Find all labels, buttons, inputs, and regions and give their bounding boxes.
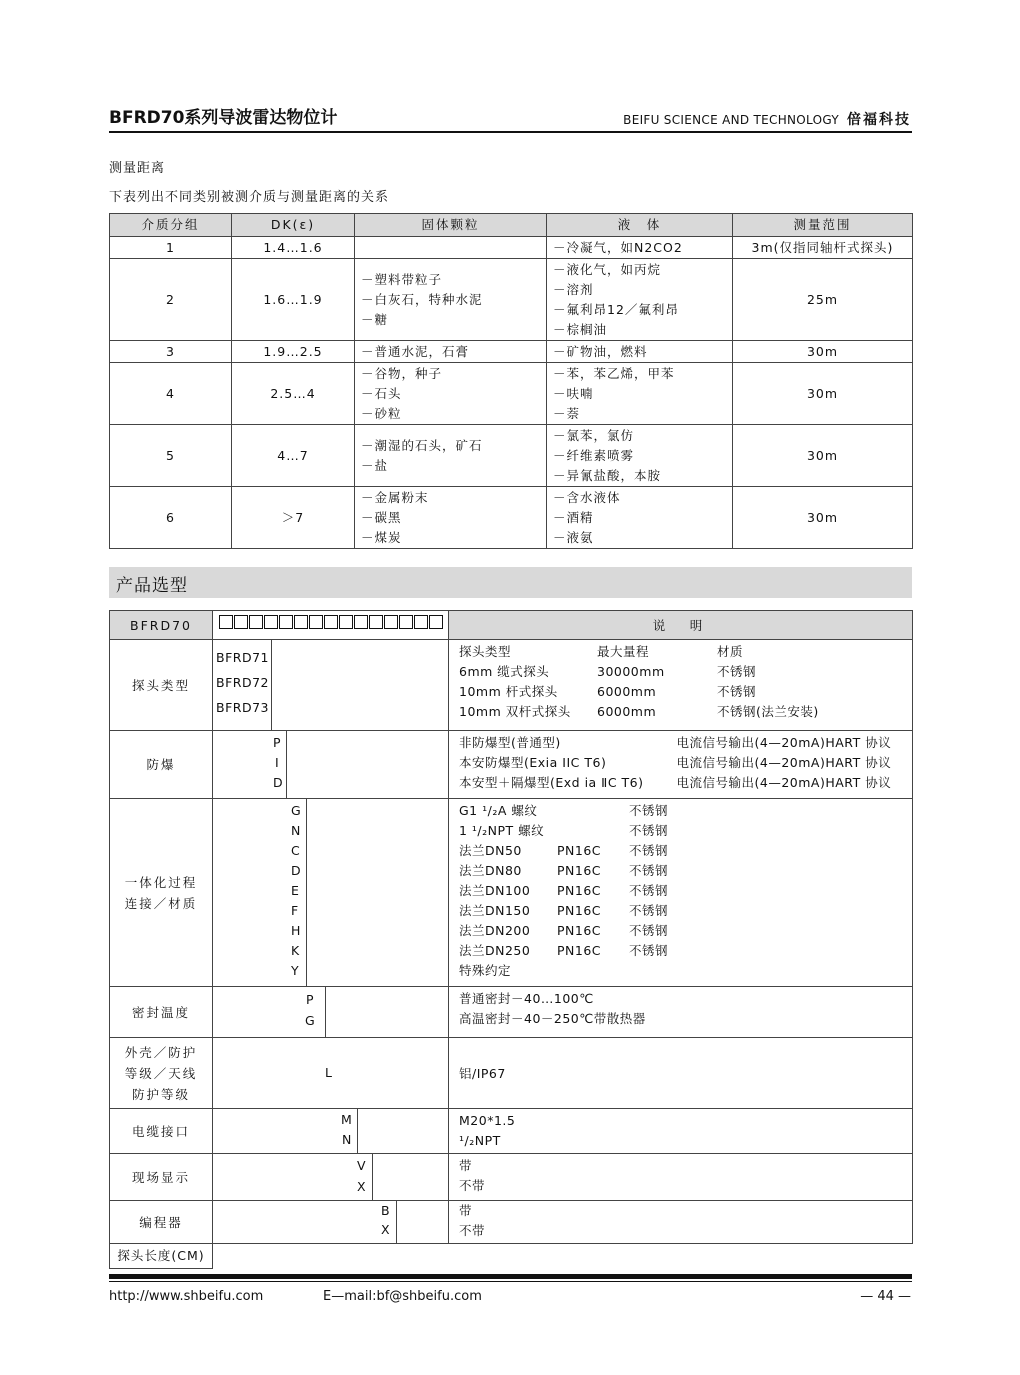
desc-cell: 6000mm xyxy=(597,684,657,699)
housing-label-line1: 外壳／防护 xyxy=(124,1044,198,1060)
code-box xyxy=(384,615,398,629)
seal-temperature-desc xyxy=(449,987,912,1031)
footer-rule-thin xyxy=(109,1281,912,1282)
cell-range: 30m xyxy=(733,341,913,363)
desc-cell xyxy=(557,961,629,981)
desc-row xyxy=(459,989,902,1009)
desc-cell: 带 xyxy=(459,1158,473,1173)
solid-item: －砂粒 xyxy=(361,405,402,421)
desc-cell: 本安型＋隔爆型(Exd ia ⅡC T6) xyxy=(459,775,644,790)
desc-cell: 法兰DN200 xyxy=(459,923,531,938)
distance-row xyxy=(110,237,913,259)
desc-cell: 不锈钢 xyxy=(629,903,669,918)
process-label-line2: 连接／材质 xyxy=(124,895,198,911)
liquid-item: －纤维素喷雾 xyxy=(553,447,635,463)
probe-type-row xyxy=(110,640,913,731)
housing-label-line2: 等级／天线 xyxy=(124,1065,198,1081)
model-code: BFRD70 xyxy=(110,611,213,640)
code-boxes xyxy=(213,611,449,640)
header-dk: DK(ε) xyxy=(232,214,355,237)
cell-dk: 1.6…1.9 xyxy=(232,259,355,341)
cell-liquid xyxy=(547,237,733,259)
desc-cell: PN16C xyxy=(557,843,602,858)
cell-group: 2 xyxy=(110,259,232,341)
housing-desc: 铝/IP67 xyxy=(459,1066,506,1081)
desc-row xyxy=(459,941,902,961)
desc-cell: 10mm 双杆式探头 xyxy=(459,704,571,719)
email-link[interactable]: E—mail:bf@shbeifu.com xyxy=(323,1289,482,1304)
desc-cell: G1 ¹/₂A 螺纹 xyxy=(459,803,538,818)
process-label-line1: 一体化过程 xyxy=(124,874,198,890)
desc-row xyxy=(459,1111,902,1131)
solid-item: －石头 xyxy=(361,385,402,401)
cell-solid xyxy=(355,259,547,341)
selection-header-row xyxy=(110,611,913,640)
display-row xyxy=(110,1154,913,1201)
process-connection-desc xyxy=(449,799,912,983)
liquid-item: －萘 xyxy=(553,405,581,421)
desc-cell: PN16C xyxy=(557,923,602,938)
distance-table-header xyxy=(110,214,913,237)
selection-table xyxy=(109,610,913,1269)
desc-cell: 法兰DN250 xyxy=(459,943,531,958)
desc-cell: 不锈钢(法兰安装) xyxy=(717,704,819,719)
desc-row xyxy=(459,1201,902,1221)
company-name-cn: 倍福科技 xyxy=(847,112,911,128)
liquid-item: －酒精 xyxy=(553,509,594,525)
housing-label-line3: 防护等级 xyxy=(131,1086,190,1102)
process-connection-label xyxy=(110,799,213,987)
solid-item: －谷物，种子 xyxy=(361,365,443,381)
seal-code-1: P xyxy=(306,992,315,1007)
desc-row xyxy=(459,801,902,821)
desc-cell: 不锈钢 xyxy=(717,664,757,679)
probe-code-1: BFRD71 xyxy=(216,650,269,665)
desc-cell xyxy=(557,821,629,841)
desc-cell: 10mm 杆式探头 xyxy=(459,684,558,699)
website-link[interactable]: http://www.shbeifu.com xyxy=(109,1289,264,1304)
ex-code-2: I xyxy=(275,755,280,770)
header-liquid: 液 体 xyxy=(547,214,733,237)
process-code: K xyxy=(291,943,300,958)
desc-cell: PN16C xyxy=(557,903,602,918)
display-code-1: V xyxy=(357,1158,367,1173)
process-code: H xyxy=(291,923,301,938)
solid-item: －糖 xyxy=(361,311,389,327)
seal-temperature-row xyxy=(110,987,913,1038)
cell-liquid xyxy=(547,341,733,363)
company-name-en: BEIFU SCIENCE AND TECHNOLOGY xyxy=(623,113,839,127)
desc-cell: 不锈钢 xyxy=(629,843,669,858)
code-box xyxy=(429,615,443,629)
desc-cell: 1 ¹/₂NPT 螺纹 xyxy=(459,823,545,838)
desc-cell: 不锈钢 xyxy=(629,803,669,818)
desc-cell xyxy=(557,801,629,821)
desc-row xyxy=(459,702,902,722)
display-code-2: X xyxy=(357,1179,367,1194)
cell-range: 3m(仅指同轴杆式探头) xyxy=(733,237,913,259)
desc-cell: 不锈钢 xyxy=(629,923,669,938)
page-number: — 44 — xyxy=(860,1289,911,1304)
cell-dk: 4…7 xyxy=(232,425,355,487)
desc-cell: 法兰DN80 xyxy=(459,863,522,878)
header-group: 介质分组 xyxy=(110,214,232,237)
liquid-item: －冷凝气，如N2CO2 xyxy=(553,239,683,255)
solid-item: －碳黑 xyxy=(361,509,402,525)
cell-solid xyxy=(355,237,547,259)
desc-cell: 不锈钢 xyxy=(629,883,669,898)
housing-code: L xyxy=(325,1065,333,1080)
solid-item: －潮湿的石头，矿石 xyxy=(361,437,483,453)
liquid-item: －含水液体 xyxy=(553,489,621,505)
liquid-item: －苯，苯乙烯，甲苯 xyxy=(553,365,675,381)
process-code: G xyxy=(291,803,302,818)
code-box xyxy=(234,615,248,629)
desc-cell: 本安防爆型(Exia IIC T6) xyxy=(459,755,607,770)
cell-range: 25m xyxy=(733,259,913,341)
desc-row xyxy=(459,1131,902,1151)
explain-header: 说 明 xyxy=(449,611,913,640)
cell-liquid xyxy=(547,425,733,487)
cell-solid xyxy=(355,341,547,363)
cell-group: 6 xyxy=(110,487,232,549)
distance-row xyxy=(110,363,913,425)
desc-cell: 法兰DN50 xyxy=(459,843,522,858)
desc-cell: 不带 xyxy=(459,1178,486,1193)
desc-cell: 法兰DN100 xyxy=(459,883,531,898)
desc-row xyxy=(459,733,902,753)
desc-row xyxy=(459,1176,902,1196)
cable-interface-desc xyxy=(449,1109,912,1153)
liquid-item: －棕榈油 xyxy=(553,321,608,337)
seal-code-2: G xyxy=(305,1013,316,1028)
section-bar xyxy=(109,567,912,598)
desc-cell: 电流信号输出(4—20mA)HART 协议 xyxy=(676,755,892,770)
cell-group: 5 xyxy=(110,425,232,487)
process-code: Y xyxy=(291,963,300,978)
cell-dk: 1.9…2.5 xyxy=(232,341,355,363)
desc-row xyxy=(459,662,902,682)
programmer-label: 编程器 xyxy=(110,1201,213,1244)
distance-row xyxy=(110,341,913,363)
probe-type-label: 探头类型 xyxy=(110,640,213,731)
desc-cell: 6000mm xyxy=(597,704,657,719)
desc-row xyxy=(459,1156,902,1176)
desc-cell: 带 xyxy=(459,1203,473,1218)
desc-row xyxy=(459,961,902,981)
solid-item: －普通水泥，石膏 xyxy=(361,343,470,359)
desc-cell: M20*1.5 xyxy=(459,1113,516,1128)
code-box xyxy=(249,615,263,629)
header-range: 测量范围 xyxy=(733,214,913,237)
probe-code-2: BFRD72 xyxy=(216,675,269,690)
desc-row xyxy=(459,773,902,793)
explosion-proof-label: 防爆 xyxy=(110,731,213,799)
liquid-item: －矿物油，燃料 xyxy=(553,343,648,359)
code-box xyxy=(219,615,233,629)
housing-row xyxy=(110,1038,913,1109)
explosion-proof-desc xyxy=(449,731,912,795)
cell-liquid xyxy=(547,487,733,549)
cell-dk: 1.4…1.6 xyxy=(232,237,355,259)
cell-group: 1 xyxy=(110,237,232,259)
solid-item: －白灰石，特种水泥 xyxy=(361,291,483,307)
desc-cell: 最大量程 xyxy=(597,644,650,659)
code-box xyxy=(399,615,413,629)
desc-cell: 不锈钢 xyxy=(717,684,757,699)
desc-row xyxy=(459,901,902,921)
footer-rule-thick xyxy=(109,1274,912,1279)
cell-group: 3 xyxy=(110,341,232,363)
desc-cell: 不锈钢 xyxy=(629,863,669,878)
desc-row xyxy=(459,642,902,662)
liquid-item: －呋喃 xyxy=(553,385,594,401)
desc-cell: 材质 xyxy=(717,644,744,659)
cell-liquid xyxy=(547,363,733,425)
desc-cell: 非防爆型(普通型) xyxy=(459,735,561,750)
desc-row xyxy=(459,921,902,941)
code-box xyxy=(294,615,308,629)
cable-interface-row xyxy=(110,1109,913,1154)
desc-row xyxy=(459,881,902,901)
cell-solid xyxy=(355,425,547,487)
cable-code-2: N xyxy=(342,1132,352,1147)
desc-row xyxy=(459,1221,902,1241)
code-box xyxy=(279,615,293,629)
desc-row xyxy=(459,821,902,841)
desc-cell: ¹/₂NPT xyxy=(459,1133,501,1148)
desc-cell: 电流信号输出(4—20mA)HART 协议 xyxy=(676,735,892,750)
desc-cell: 普通密封－40…100℃ xyxy=(459,991,594,1006)
code-box xyxy=(264,615,278,629)
distance-row xyxy=(110,487,913,549)
cell-group: 4 xyxy=(110,363,232,425)
process-connection-row xyxy=(110,799,913,987)
desc-row xyxy=(459,1009,902,1029)
cell-range: 30m xyxy=(733,425,913,487)
programmer-code-1: B xyxy=(381,1203,391,1218)
document-title: BFRD70系列导波雷达物位计 xyxy=(109,108,338,128)
desc-cell: 30000mm xyxy=(597,664,665,679)
probe-length-row xyxy=(110,1244,913,1269)
process-code: C xyxy=(291,843,301,858)
liquid-item: －异氰盐酸，本胺 xyxy=(553,467,662,483)
probe-type-desc xyxy=(449,640,912,724)
liquid-item: －液化气，如丙烷 xyxy=(553,261,662,277)
section-title: 产品选型 xyxy=(116,576,188,596)
seal-temperature-label: 密封温度 xyxy=(110,987,213,1038)
distance-row xyxy=(110,259,913,341)
desc-cell: 6mm 缆式探头 xyxy=(459,664,550,679)
ex-code-3: D xyxy=(273,775,284,790)
cell-range: 30m xyxy=(733,487,913,549)
header-solid: 固体颗粒 xyxy=(355,214,547,237)
header-rule xyxy=(109,131,912,133)
ex-code-1: P xyxy=(273,735,282,750)
desc-cell: 高温密封－40－250℃带散热器 xyxy=(459,1011,646,1026)
distance-table-caption: 下表列出不同类别被测介质与测量距离的关系 xyxy=(109,190,390,205)
programmer-code-2: X xyxy=(381,1222,391,1237)
desc-cell: PN16C xyxy=(557,883,602,898)
solid-item: －金属粉末 xyxy=(361,489,429,505)
solid-item: －煤炭 xyxy=(361,529,402,545)
desc-cell: PN16C xyxy=(557,863,602,878)
process-code: N xyxy=(291,823,301,838)
process-code: F xyxy=(291,903,299,918)
code-box xyxy=(324,615,338,629)
desc-cell: PN16C xyxy=(557,943,602,958)
cell-solid xyxy=(355,487,547,549)
programmer-desc xyxy=(449,1201,912,1243)
desc-cell: 不带 xyxy=(459,1223,486,1238)
code-box xyxy=(354,615,368,629)
code-box xyxy=(369,615,383,629)
code-box xyxy=(414,615,428,629)
housing-label xyxy=(110,1038,213,1109)
programmer-row xyxy=(110,1201,913,1244)
display-desc xyxy=(449,1154,912,1198)
desc-row xyxy=(459,682,902,702)
explosion-proof-row xyxy=(110,731,913,799)
desc-cell: 特殊约定 xyxy=(459,963,512,978)
cell-dk: 2.5…4 xyxy=(232,363,355,425)
cell-dk: ＞7 xyxy=(232,487,355,549)
desc-cell: 不锈钢 xyxy=(629,823,669,838)
desc-row xyxy=(459,841,902,861)
distance-table xyxy=(109,213,913,549)
desc-row xyxy=(459,753,902,773)
cell-range: 30m xyxy=(733,363,913,425)
desc-cell xyxy=(629,961,709,981)
display-label: 现场显示 xyxy=(110,1154,213,1201)
probe-code-3: BFRD73 xyxy=(216,700,269,715)
process-code: E xyxy=(291,883,300,898)
cable-interface-label: 电缆接口 xyxy=(110,1109,213,1154)
distance-row xyxy=(110,425,913,487)
liquid-item: －液氨 xyxy=(553,529,594,545)
liquid-item: －氟利昂12／氟利昂 xyxy=(553,301,679,317)
cable-code-1: M xyxy=(341,1112,353,1127)
section-heading-distance: 测量距离 xyxy=(109,161,166,176)
liquid-item: －溶剂 xyxy=(553,281,594,297)
company-name xyxy=(623,109,911,129)
desc-cell: 不锈钢 xyxy=(629,943,669,958)
desc-cell: 电流信号输出(4—20mA)HART 协议 xyxy=(676,775,892,790)
cell-solid xyxy=(355,363,547,425)
solid-item: －塑料带粒子 xyxy=(361,271,443,287)
solid-item: －盐 xyxy=(361,457,389,473)
process-code: D xyxy=(291,863,302,878)
liquid-item: －氯苯，氯仿 xyxy=(553,427,635,443)
code-box xyxy=(309,615,323,629)
probe-length-label: 探头长度(CM) xyxy=(110,1244,213,1269)
code-box xyxy=(339,615,353,629)
cell-liquid xyxy=(547,259,733,341)
desc-cell: 法兰DN150 xyxy=(459,903,531,918)
desc-row xyxy=(459,861,902,881)
desc-cell: 探头类型 xyxy=(459,644,512,659)
